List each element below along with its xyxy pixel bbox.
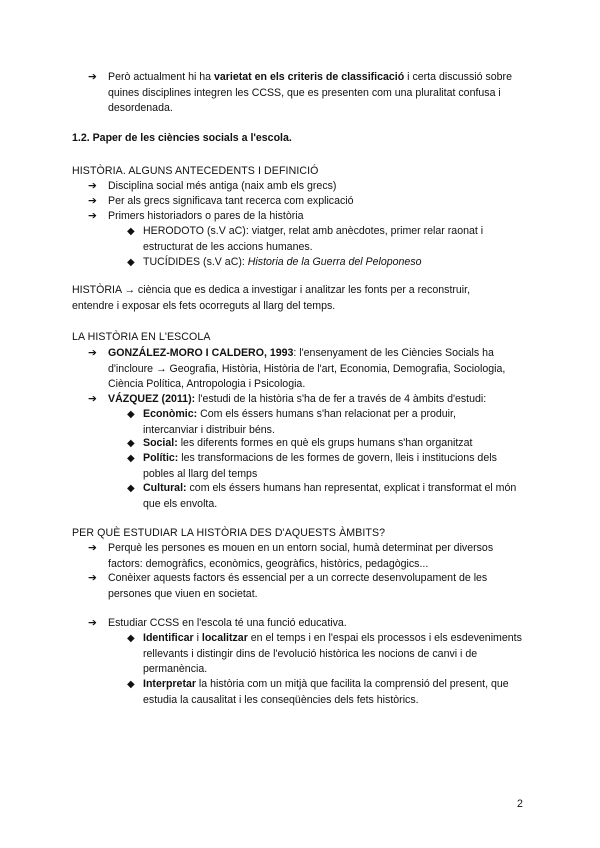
diamond-bullet-icon: ◆ xyxy=(127,438,135,449)
diamond-bullet-icon: ◆ xyxy=(127,453,135,464)
history-bullet: ➔ Per als grecs significava tant recerca com explicació xyxy=(88,194,528,210)
herodoto-item: ◆ HERODOTO (s.V aC): viatger, relat amb anècdotes, primer relar raonat i estructurat de les accions humanes. xyxy=(127,224,512,255)
arrow-bullet-icon: ➔ xyxy=(88,71,97,83)
arrow-bullet-icon: ➔ xyxy=(88,195,97,207)
why-bullet: ➔ Estudiar CCSS en l'escola té una funció educativa. xyxy=(88,616,526,632)
diamond-bullet-icon: ◆ xyxy=(127,257,135,268)
area-item-social: ◆ Social: les diferents formes en què els grups humans s'han organitzat xyxy=(127,436,527,452)
diamond-bullet-icon: ◆ xyxy=(127,679,135,690)
why-heading: PER QUÈ ESTUDIAR LA HISTÒRIA DES D'AQUESTS ÀMBITS? xyxy=(72,527,386,539)
arrow-bullet-icon: ➔ xyxy=(88,347,97,359)
vazquez-bullet: ➔ VÁZQUEZ (2011): l'estudi de la història s'ha de fer a través de 4 àmbits d'estudi: xyxy=(88,392,526,408)
why-bullet: ➔ Conèixer aquests factors és essencial per a un correcte desenvolupament de les persones que viuen en societat. xyxy=(88,571,526,602)
section-title: 1.2. Paper de les ciències socials a l'escola. xyxy=(72,132,292,144)
why-bullet: ➔ Perquè les persones es mouen en un entorn social, humà determinat per diversos factors: demogràfics, econòmics, geogràfics, històrics, pedagògics... xyxy=(88,541,526,572)
arrow-bullet-icon: ➔ xyxy=(88,180,97,192)
arrow-bullet-icon: ➔ xyxy=(88,617,97,629)
tucidides-item: ◆ TUCÍDIDES (s.V aC): Historia de la Guerra del Peloponeso xyxy=(127,255,512,271)
why-sub-item: ◆ Interpretar la història com un mitjà que facilita la comprensió del present, que estudia la causalitat i les conseqüències dels fets històrics. xyxy=(127,677,527,708)
intro-bold: varietat en els criteris de classificació xyxy=(214,71,405,83)
diamond-bullet-icon: ◆ xyxy=(127,633,135,644)
area-item-cultural: ◆ Cultural: com els éssers humans han representat, explicat i transformat el món que els envolta. xyxy=(127,481,527,512)
diamond-bullet-icon: ◆ xyxy=(127,483,135,494)
history-bullet: ➔ Disciplina social més antiga (naix amb els grecs) xyxy=(88,179,528,195)
why-sub-item: ◆ Identificar i localitzar en el temps i en l'espai els processos i els esdeveniments rellevants i distingir dins de l'evolució històrica les nocions de canvi i de permanència. xyxy=(127,631,527,678)
area-item-economic: ◆ Econòmic: Com els éssers humans s'han relacionat per a produir, intercanviar i distribuir béns. xyxy=(127,407,512,438)
intro-text: Però actualment hi ha xyxy=(108,71,214,83)
intro-text-end: i certa discussió sobre quines disciplines integren les CCSS, que es presenten com una pluralitat confusa i desordenada. xyxy=(108,71,512,114)
diamond-bullet-icon: ◆ xyxy=(127,226,135,237)
area-item-political: ◆ Polític: les transformacions de les formes de govern, lleis i institucions dels pobles al llarg del temps xyxy=(127,451,527,482)
intro-bullet xyxy=(88,70,513,117)
history-heading: HISTÒRIA. ALGUNS ANTECEDENTS I DEFINICIÓ xyxy=(72,165,319,177)
arrow-bullet-icon: ➔ xyxy=(88,572,97,584)
history-bullet: ➔ Primers historiadors o pares de la història xyxy=(88,209,528,225)
school-heading: LA HISTÒRIA EN L'ESCOLA xyxy=(72,331,211,343)
arrow-bullet-icon: ➔ xyxy=(88,542,97,554)
page-number: 2 xyxy=(517,798,523,810)
diamond-bullet-icon: ◆ xyxy=(127,409,135,420)
arrow-bullet-icon: ➔ xyxy=(88,210,97,222)
history-definition: HISTÒRIA → ciència que es dedica a investigar i analitzar les fonts per a reconstruir, entendre i exposar els fets ocorreguts al llarg del temps. xyxy=(72,284,471,312)
gonzalez-bullet: ➔ GONZÁLEZ-MORO I CALDERO, 1993: l'ensenyament de les Ciències Socials ha d'incloure → Geografia, Història, Història de l'art, Economia, Demografia, Sociologia, Ciència Política, Antropologia i Psicologia. xyxy=(88,346,526,393)
arrow-bullet-icon: ➔ xyxy=(88,393,97,405)
